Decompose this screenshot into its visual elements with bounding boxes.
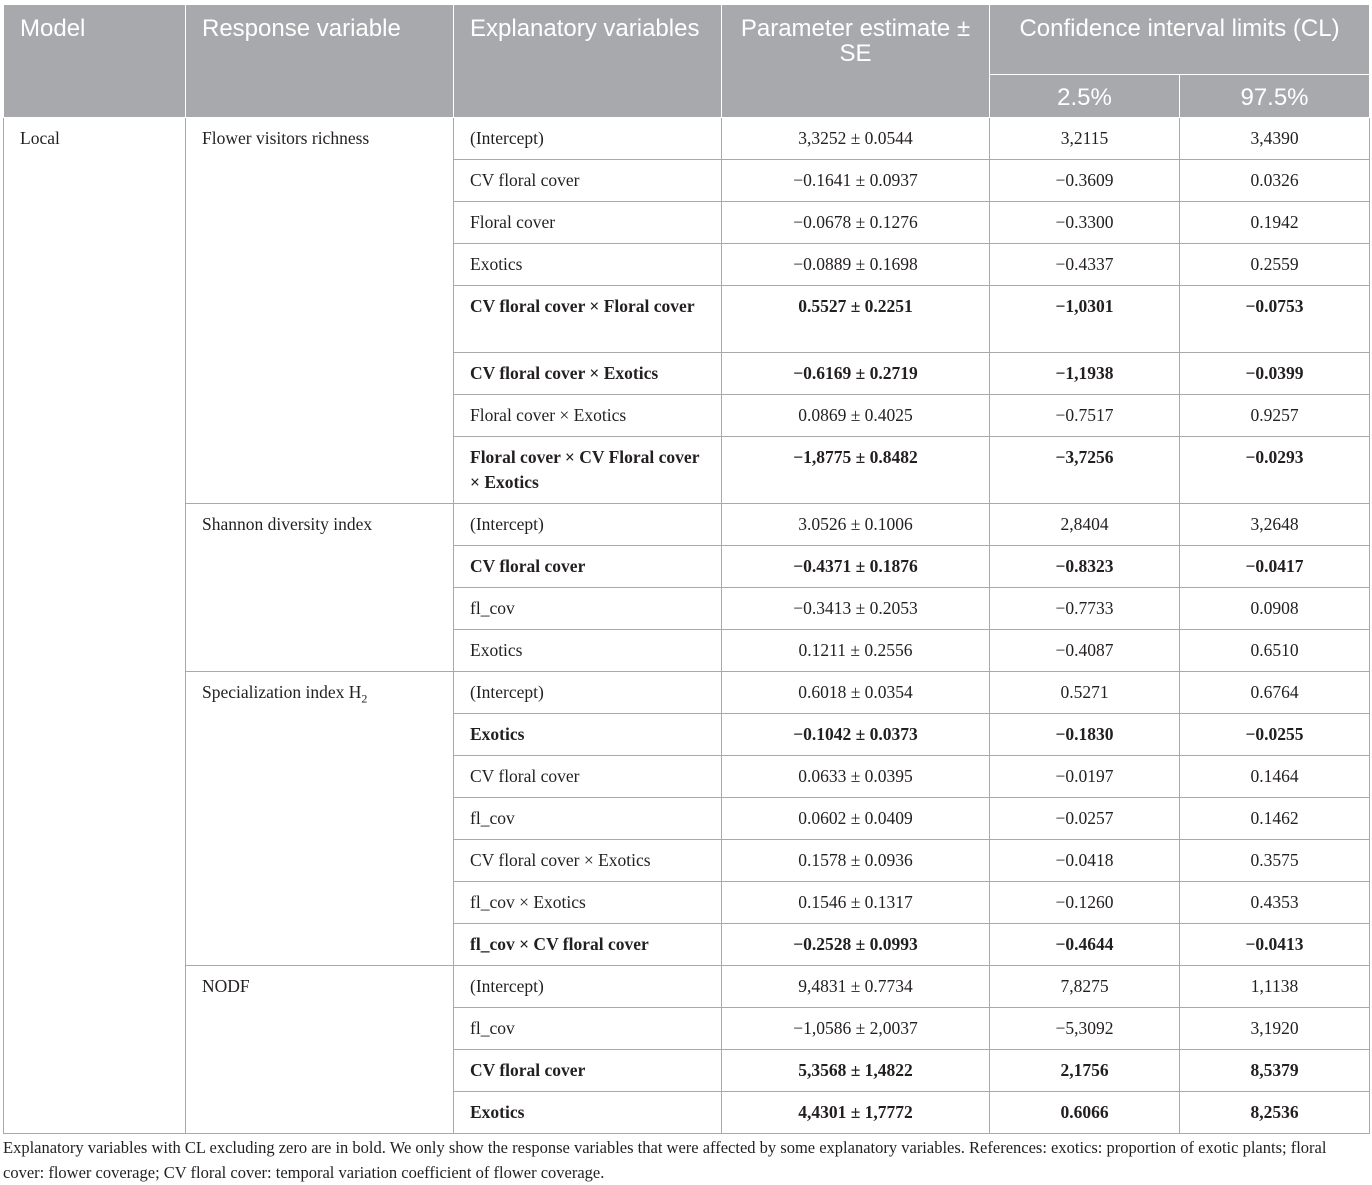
header-ci-low: 2.5% <box>990 75 1180 118</box>
ci-high-cell: 0.1462 <box>1180 798 1370 840</box>
header-explanatory: Explanatory variables <box>454 5 722 118</box>
header-response: Response variable <box>186 5 454 118</box>
ci-high-cell: −0.0753 <box>1180 286 1370 353</box>
explanatory-cell: (Intercept) <box>454 672 722 714</box>
explanatory-cell: Exotics <box>454 1092 722 1134</box>
estimate-cell: 0.0633 ± 0.0395 <box>722 756 990 798</box>
explanatory-cell: (Intercept) <box>454 118 722 160</box>
explanatory-cell: Exotics <box>454 244 722 286</box>
ci-high-cell: 3,2648 <box>1180 504 1370 546</box>
ci-low-cell: −0.1260 <box>990 882 1180 924</box>
explanatory-cell: fl_cov <box>454 1008 722 1050</box>
header-model: Model <box>4 5 186 118</box>
explanatory-cell: fl_cov <box>454 588 722 630</box>
estimate-cell: −0.1641 ± 0.0937 <box>722 160 990 202</box>
ci-high-cell: 0.6510 <box>1180 630 1370 672</box>
estimate-cell: −0.3413 ± 0.2053 <box>722 588 990 630</box>
estimate-cell: 0.5527 ± 0.2251 <box>722 286 990 353</box>
ci-low-cell: −1,0301 <box>990 286 1180 353</box>
estimate-cell: −0.0889 ± 0.1698 <box>722 244 990 286</box>
table-row <box>4 118 1370 160</box>
ci-low-cell: −0.1830 <box>990 714 1180 756</box>
explanatory-cell: CV floral cover <box>454 160 722 202</box>
explanatory-cell: fl_cov <box>454 798 722 840</box>
ci-low-cell: −0.7733 <box>990 588 1180 630</box>
ci-low-cell: −0.0418 <box>990 840 1180 882</box>
results-table <box>3 4 1370 1134</box>
ci-high-cell: 3,4390 <box>1180 118 1370 160</box>
ci-high-cell: 0.3575 <box>1180 840 1370 882</box>
ci-low-cell: −0.4087 <box>990 630 1180 672</box>
ci-low-cell: −0.4337 <box>990 244 1180 286</box>
ci-low-cell: −1,1938 <box>990 353 1180 395</box>
header-ci: Confidence interval limits (CL) <box>990 5 1370 75</box>
ci-low-cell: −0.3609 <box>990 160 1180 202</box>
model-cell: Local <box>4 118 186 1134</box>
ci-high-cell: −0.0413 <box>1180 924 1370 966</box>
estimate-cell: −1,0586 ± 2,0037 <box>722 1008 990 1050</box>
ci-low-cell: −0.8323 <box>990 546 1180 588</box>
ci-high-cell: 8,5379 <box>1180 1050 1370 1092</box>
ci-high-cell: 1,1138 <box>1180 966 1370 1008</box>
estimate-cell: −0.2528 ± 0.0993 <box>722 924 990 966</box>
ci-low-cell: 3,2115 <box>990 118 1180 160</box>
ci-high-cell: 0.1464 <box>1180 756 1370 798</box>
estimate-cell: 0.1578 ± 0.0936 <box>722 840 990 882</box>
ci-high-cell: −0.0417 <box>1180 546 1370 588</box>
estimate-cell: −0.1042 ± 0.0373 <box>722 714 990 756</box>
ci-low-cell: 2,8404 <box>990 504 1180 546</box>
ci-low-cell: −0.7517 <box>990 395 1180 437</box>
estimate-cell: 0.1546 ± 0.1317 <box>722 882 990 924</box>
ci-low-cell: −0.4644 <box>990 924 1180 966</box>
estimate-cell: −1,8775 ± 0.8482 <box>722 437 990 504</box>
ci-high-cell: 0.6764 <box>1180 672 1370 714</box>
ci-low-cell: 0.5271 <box>990 672 1180 714</box>
response-cell: NODF <box>186 966 454 1134</box>
estimate-cell: 0.6018 ± 0.0354 <box>722 672 990 714</box>
estimate-cell: 4,4301 ± 1,7772 <box>722 1092 990 1134</box>
table-footnote: Explanatory variables with CL excluding zero are in bold. We only show the response variables that were affected by some explanatory variables. References: exotics: proportion of exotic plants; floral cover: flower coverage; CV floral cover: temporal variation coefficient of flower coverage. <box>3 1138 1327 1182</box>
ci-low-cell: −0.3300 <box>990 202 1180 244</box>
ci-high-cell: 0.0326 <box>1180 160 1370 202</box>
header-estimate: Parameter estimate ± SE <box>722 5 990 118</box>
ci-high-cell: 0.4353 <box>1180 882 1370 924</box>
explanatory-cell: CV floral cover <box>454 546 722 588</box>
ci-low-cell: 0.6066 <box>990 1092 1180 1134</box>
ci-high-cell: 0.0908 <box>1180 588 1370 630</box>
table-row <box>4 672 1370 714</box>
response-cell: Shannon diversity index <box>186 504 454 672</box>
ci-high-cell: 8,2536 <box>1180 1092 1370 1134</box>
ci-high-cell: 0.2559 <box>1180 244 1370 286</box>
explanatory-cell: Floral cover × Exotics <box>454 395 722 437</box>
explanatory-cell: Exotics <box>454 714 722 756</box>
ci-low-cell: −5,3092 <box>990 1008 1180 1050</box>
estimate-cell: −0.6169 ± 0.2719 <box>722 353 990 395</box>
table-row <box>4 504 1370 546</box>
table-body <box>4 118 1370 1134</box>
explanatory-cell: (Intercept) <box>454 504 722 546</box>
ci-high-cell: −0.0255 <box>1180 714 1370 756</box>
ci-low-cell: −0.0197 <box>990 756 1180 798</box>
explanatory-cell: CV floral cover <box>454 1050 722 1092</box>
explanatory-cell: (Intercept) <box>454 966 722 1008</box>
estimate-cell: 0.0602 ± 0.0409 <box>722 798 990 840</box>
explanatory-cell: CV floral cover × Exotics <box>454 353 722 395</box>
ci-low-cell: 2,1756 <box>990 1050 1180 1092</box>
ci-low-cell: −3,7256 <box>990 437 1180 504</box>
table-row <box>4 966 1370 1008</box>
ci-high-cell: 0.9257 <box>1180 395 1370 437</box>
estimate-cell: −0.4371 ± 0.1876 <box>722 546 990 588</box>
ci-high-cell: 3,1920 <box>1180 1008 1370 1050</box>
explanatory-cell: fl_cov × CV floral cover <box>454 924 722 966</box>
explanatory-cell: CV floral cover <box>454 756 722 798</box>
estimate-cell: 5,3568 ± 1,4822 <box>722 1050 990 1092</box>
ci-high-cell: −0.0293 <box>1180 437 1370 504</box>
ci-high-cell: 0.1942 <box>1180 202 1370 244</box>
ci-low-cell: 7,8275 <box>990 966 1180 1008</box>
estimate-cell: 3,3252 ± 0.0544 <box>722 118 990 160</box>
estimate-cell: 0.0869 ± 0.4025 <box>722 395 990 437</box>
response-cell: Flower visitors richness <box>186 118 454 504</box>
estimate-cell: 3.0526 ± 0.1006 <box>722 504 990 546</box>
estimate-cell: 9,4831 ± 0.7734 <box>722 966 990 1008</box>
estimate-cell: −0.0678 ± 0.1276 <box>722 202 990 244</box>
ci-low-cell: −0.0257 <box>990 798 1180 840</box>
explanatory-cell: CV floral cover × Exotics <box>454 840 722 882</box>
explanatory-cell: CV floral cover × Floral cover <box>454 286 722 353</box>
response-cell: Specialization index $H_2$ <box>186 672 454 966</box>
explanatory-cell: Floral cover × CV Floral cover × Exotics <box>454 437 722 504</box>
explanatory-cell: Floral cover <box>454 202 722 244</box>
explanatory-cell: Exotics <box>454 630 722 672</box>
header-ci-high: 97.5% <box>1180 75 1370 118</box>
explanatory-cell: fl_cov × Exotics <box>454 882 722 924</box>
ci-high-cell: −0.0399 <box>1180 353 1370 395</box>
estimate-cell: 0.1211 ± 0.2556 <box>722 630 990 672</box>
